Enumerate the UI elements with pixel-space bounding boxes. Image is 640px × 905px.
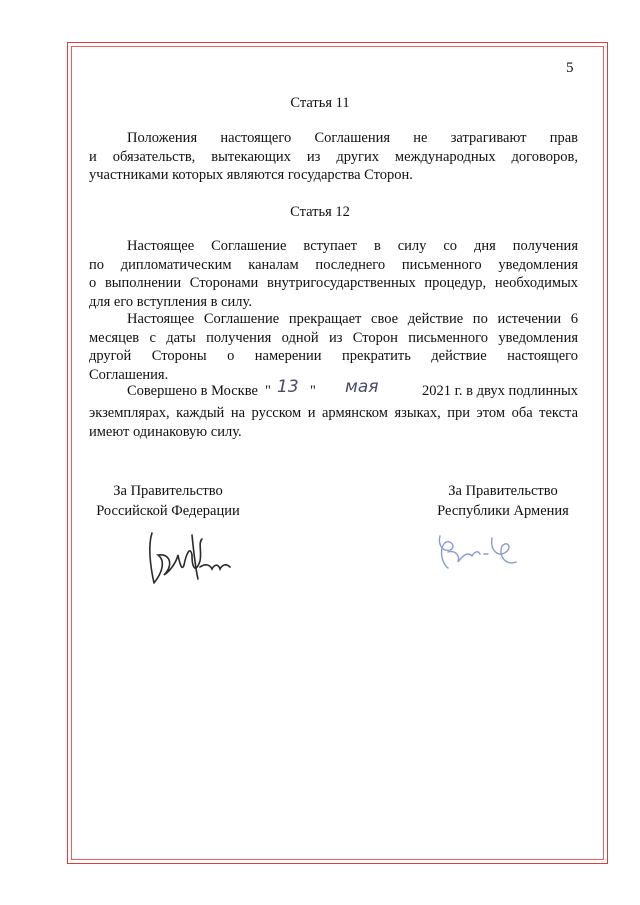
paragraph-line: Настоящее Соглашение прекращает свое действие по истечении 6 — [127, 311, 578, 327]
left-signature — [140, 525, 240, 590]
handwritten-day: 13 — [277, 377, 299, 397]
paragraph-line: Соглашения. — [89, 366, 169, 383]
paragraph-line: для его вступления в силу. — [89, 293, 252, 310]
date-quote-open: " — [265, 383, 271, 399]
completion-prefix: Совершено в Москве — [127, 383, 258, 399]
paragraph-line: месяцев с даты получения одной из Сторон письменного уведомления — [89, 329, 578, 346]
paragraph-line: по дипломатическим каналам последнего письменного уведомления — [89, 256, 578, 273]
left-signatory-block — [88, 481, 248, 521]
article-11-paragraph — [89, 129, 578, 185]
right-signatory-line1: За Правительство — [448, 483, 558, 499]
handwritten-month: мая — [345, 377, 379, 397]
article-12-heading: Статья 12 — [290, 204, 350, 220]
article-11-heading: Статья 11 — [290, 95, 350, 111]
completion-first-line — [127, 377, 578, 403]
paragraph-line: Положения настоящего Соглашения не затрагивают прав — [127, 130, 578, 146]
completion-continuation — [89, 404, 578, 441]
paragraph-line: о выполнении Сторонами внутригосударственных процедур, необходимых — [89, 275, 578, 291]
paragraph-line: другой Стороны о намерении прекратить действие настоящего — [89, 348, 578, 364]
date-quote-close: " — [310, 383, 316, 399]
completion-suffix: 2021 г. в двух подлинных — [422, 383, 578, 399]
right-signatory-line2: Республики Армения — [437, 503, 569, 519]
right-signature — [432, 530, 532, 575]
paragraph-line: имеют одинаковую силу. — [89, 423, 242, 440]
paragraph-line: участниками которых являются государства Сторон. — [89, 167, 413, 183]
left-signatory-line2: Российской Федерации — [96, 503, 240, 519]
right-signatory-block — [423, 481, 583, 521]
page-number: 5 — [566, 60, 574, 76]
paragraph-line: экземплярах, каждый на русском и армянском языках, при этом оба текста — [89, 405, 578, 421]
left-signatory-line1: За Правительство — [113, 483, 223, 499]
article-12-paragraph-2 — [89, 310, 578, 384]
paragraph-line: Настоящее Соглашение вступает в силу со дня получения — [127, 238, 578, 254]
article-12-paragraph-1 — [89, 237, 578, 311]
paragraph-line: и обязательств, вытекающих из других международных договоров, — [89, 148, 578, 165]
